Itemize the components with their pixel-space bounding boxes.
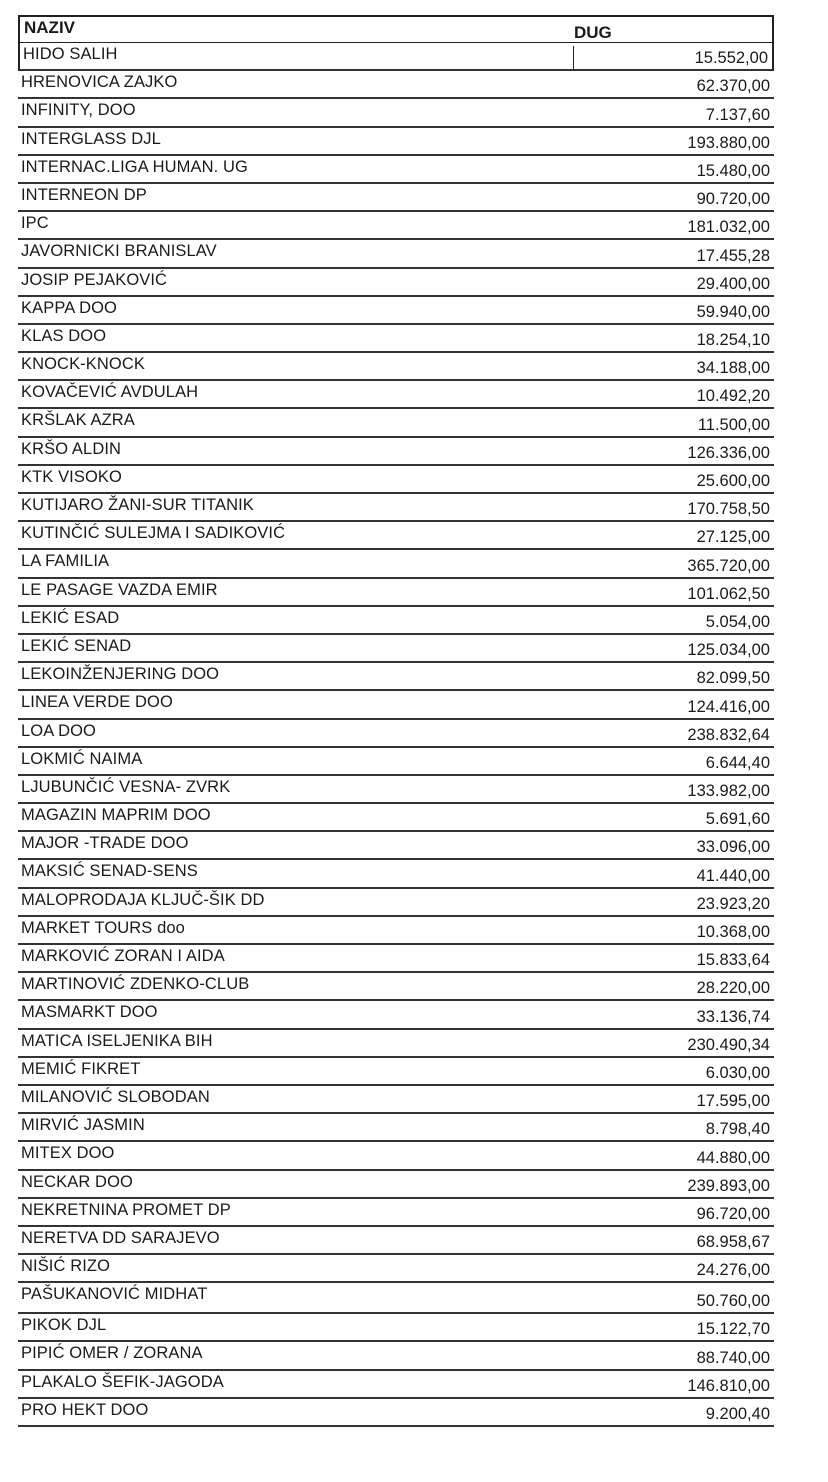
table-row <box>18 1199 774 1227</box>
row-debt: 17.595,00 <box>696 1092 770 1111</box>
row-name: KOVAČEVIĆ AVDULAH <box>21 383 199 402</box>
table-row <box>18 860 774 888</box>
row-debt: 50.760,00 <box>696 1292 770 1311</box>
table-row <box>18 522 774 550</box>
table-row <box>18 748 774 776</box>
row-name: MARKET TOURS doo <box>21 918 185 937</box>
table-row <box>18 1371 774 1399</box>
row-debt: 10.368,00 <box>696 923 770 941</box>
table-row <box>18 635 774 663</box>
table-row <box>18 494 774 522</box>
row-name: INTERNAC.LIGA HUMAN. UG <box>21 157 248 176</box>
row-name: LA FAMILIA <box>21 552 110 571</box>
row-name: HIDO SALIH <box>23 45 118 63</box>
table-row <box>18 691 774 719</box>
row-debt: 88.740,00 <box>696 1348 770 1367</box>
table-row <box>18 71 774 99</box>
row-debt: 34.188,00 <box>696 359 770 378</box>
row-debt: 10.492,20 <box>696 387 770 406</box>
row-name: LOA DOO <box>21 721 96 740</box>
row-name: JOSIP PEJAKOVIĆ <box>21 270 168 289</box>
row-debt: 5.054,00 <box>705 612 770 631</box>
table-row <box>18 720 774 748</box>
row-debt: 28.220,00 <box>696 979 770 998</box>
table-row <box>18 297 774 325</box>
row-name: LOKMIĆ NAIMA <box>21 749 143 768</box>
row-name: NIŠIĆ RIZO <box>21 1257 111 1276</box>
row-debt: 15.480,00 <box>696 161 770 180</box>
row-name: MARTINOVIĆ ZDENKO-CLUB <box>21 975 250 994</box>
table-row <box>18 1171 774 1199</box>
row-debt: 24.276,00 <box>696 1261 770 1280</box>
row-debt: 124.416,00 <box>687 697 770 716</box>
column-header-name: NAZIV <box>24 18 75 37</box>
row-debt: 11.500,00 <box>697 415 770 434</box>
row-name: MIRVIĆ JASMIN <box>21 1116 145 1135</box>
row-debt: 6.644,40 <box>705 753 770 772</box>
row-name: LJUBUNČIĆ VESNA- ZVRK <box>21 777 231 796</box>
row-debt: 15.122,70 <box>696 1320 770 1339</box>
row-debt: 62.370,00 <box>696 77 770 96</box>
row-debt: 15.552,00 <box>694 49 768 68</box>
table-row <box>18 973 774 1001</box>
row-debt: 68.958,67 <box>696 1233 770 1252</box>
row-name: MASMARKT DOO <box>21 1003 158 1022</box>
table-row <box>18 1399 774 1427</box>
table-row <box>18 1001 774 1029</box>
table-row <box>18 438 774 466</box>
row-name: KAPPA DOO <box>21 298 117 317</box>
row-debt: 5.691,60 <box>705 810 770 829</box>
row-debt: 170.758,50 <box>687 500 770 519</box>
row-debt: 33.136,74 <box>696 1007 770 1026</box>
row-debt: 239.893,00 <box>687 1176 770 1195</box>
table-row <box>18 1314 774 1342</box>
row-debt: 133.982,00 <box>687 782 770 801</box>
row-name: NECKAR DOO <box>21 1172 133 1191</box>
row-debt: 29.400,00 <box>696 274 770 293</box>
column-header-debt: DUG <box>574 23 612 42</box>
row-name: INFINITY, DOO <box>21 101 136 120</box>
row-debt: 8.798,40 <box>705 1120 770 1139</box>
row-debt: 59.940,00 <box>696 302 770 321</box>
row-name: MEMIĆ FIKRET <box>21 1059 141 1078</box>
row-debt: 18.254,10 <box>696 331 770 350</box>
table-row <box>18 1342 774 1370</box>
table-row <box>18 1058 774 1086</box>
table-body <box>18 43 774 1427</box>
row-debt: 25.600,00 <box>696 472 770 490</box>
row-name: MILANOVIĆ SLOBODAN <box>21 1087 210 1106</box>
row-name: PRO HEKT DOO <box>21 1400 149 1419</box>
row-name: HRENOVICA ZAJKO <box>21 73 178 92</box>
row-name: LINEA VERDE DOO <box>21 693 173 712</box>
row-debt: 23.923,20 <box>696 894 770 913</box>
table-row <box>18 1030 774 1058</box>
row-debt: 146.810,00 <box>687 1376 770 1395</box>
row-debt: 96.720,00 <box>696 1204 770 1223</box>
table-row <box>18 917 774 945</box>
row-name: INTERNEON DP <box>21 185 147 204</box>
table-row <box>18 1283 774 1314</box>
row-name: MARKOVIĆ ZORAN I AIDA <box>21 947 225 965</box>
table-row <box>18 607 774 635</box>
row-name: PIKOK DJL <box>21 1316 107 1335</box>
row-name: MAJOR -TRADE DOO <box>21 834 189 853</box>
row-debt: 365.720,00 <box>687 556 770 575</box>
row-debt: 193.880,00 <box>687 133 770 152</box>
row-debt: 101.062,50 <box>687 584 770 603</box>
row-debt: 90.720,00 <box>696 190 770 209</box>
table-row <box>18 1114 774 1142</box>
table-row <box>18 99 774 127</box>
table-row <box>18 466 774 494</box>
row-debt: 27.125,00 <box>696 528 770 547</box>
row-debt: 82.099,50 <box>696 669 770 688</box>
row-name: LE PASAGE VAZDA EMIR <box>21 580 218 599</box>
row-debt: 9.200,40 <box>705 1405 770 1423</box>
row-name: KNOCK-KNOCK <box>21 355 145 374</box>
table-row <box>18 550 774 578</box>
row-name: PIPIĆ OMER / ZORANA <box>21 1344 203 1363</box>
table-row <box>18 832 774 860</box>
table-row <box>18 381 774 409</box>
row-debt: 17.455,28 <box>696 246 770 265</box>
table-row <box>18 409 774 437</box>
row-name: MITEX DOO <box>21 1144 115 1163</box>
table-row <box>18 776 774 804</box>
table-row <box>18 325 774 353</box>
table-row <box>18 269 774 297</box>
row-name: LEKOINŽENJERING DOO <box>21 665 220 684</box>
row-name: MAGAZIN MAPRIM DOO <box>21 806 211 825</box>
table-row <box>18 889 774 917</box>
row-name: NERETVA DD SARAJEVO <box>21 1228 220 1247</box>
table-row <box>18 1086 774 1114</box>
row-debt: 230.490,34 <box>687 1035 770 1054</box>
row-name: MAKSIĆ SENAD-SENS <box>21 862 198 881</box>
column-divider <box>573 46 574 69</box>
table-row <box>18 353 774 381</box>
table-row <box>18 184 774 212</box>
row-name: IPC <box>21 214 49 233</box>
row-debt: 15.833,64 <box>696 951 770 970</box>
row-debt: 181.032,00 <box>687 218 770 237</box>
row-name: KRŠLAK AZRA <box>21 411 135 430</box>
row-debt: 44.880,00 <box>696 1148 770 1167</box>
table-row <box>18 1227 774 1255</box>
row-name: KUTINČIĆ SULEJMA I SADIKOVIĆ <box>21 524 286 543</box>
table-row <box>18 43 774 71</box>
table-row <box>18 240 774 268</box>
row-name: INTERGLASS DJL <box>21 129 161 148</box>
row-name: JAVORNICKI BRANISLAV <box>21 242 217 261</box>
row-debt: 238.832,64 <box>687 725 770 744</box>
row-name: KRŠO ALDIN <box>21 439 122 458</box>
row-name: KTK VISOKO <box>21 467 122 486</box>
table-header <box>18 15 774 43</box>
row-name: NEKRETNINA PROMET DP <box>21 1200 231 1219</box>
row-name: MALOPRODAJA KLJUČ-ŠIK DD <box>21 890 265 909</box>
row-name: KUTIJARO ŽANI-SUR TITANIK <box>21 496 254 514</box>
table-row <box>18 579 774 607</box>
table-row <box>18 156 774 184</box>
table-row <box>18 804 774 832</box>
row-name: PAŠUKANOVIĆ MIDHAT <box>21 1285 208 1304</box>
row-debt: 6.030,00 <box>705 1063 770 1082</box>
row-debt: 7.137,60 <box>705 105 770 124</box>
row-name: KLAS DOO <box>21 326 107 345</box>
table-row <box>18 1142 774 1170</box>
table-row <box>18 945 774 973</box>
row-name: LEKIĆ ESAD <box>21 608 120 627</box>
row-debt: 33.096,00 <box>696 838 770 857</box>
table-row <box>18 1255 774 1283</box>
row-name: MATICA ISELJENIKA BIH <box>21 1031 213 1050</box>
row-debt: 126.336,00 <box>687 443 770 462</box>
row-debt: 41.440,00 <box>696 866 770 885</box>
row-name: LEKIĆ SENAD <box>21 636 132 655</box>
table-row <box>18 212 774 240</box>
table-row <box>18 128 774 156</box>
debt-table <box>18 15 774 1427</box>
row-name: PLAKALO ŠEFIK-JAGODA <box>21 1372 224 1391</box>
table-row <box>18 663 774 691</box>
row-debt: 125.034,00 <box>687 641 770 660</box>
